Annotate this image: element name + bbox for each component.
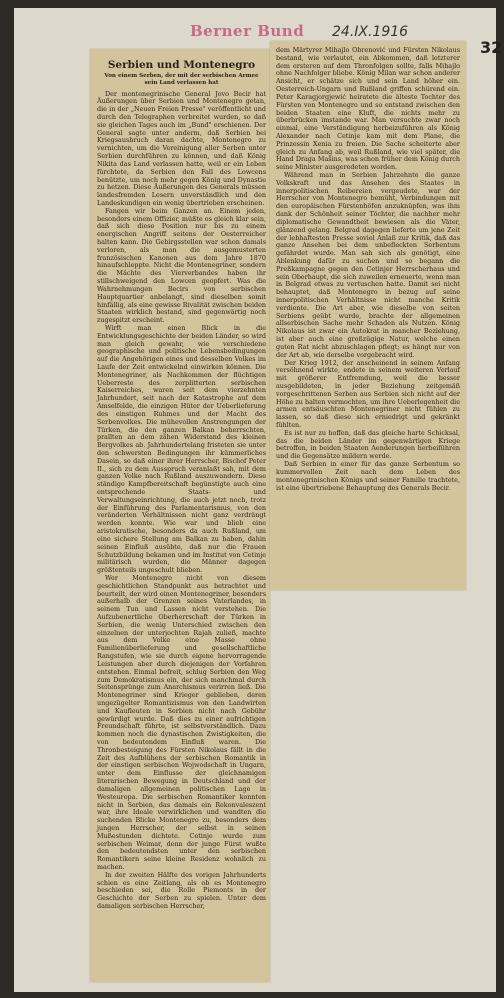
article-paragraph: Während man in Serbien Jahrzehnte die ganze Volkskraft und das Ansehen des Staates in innerpolitischen Reibereien vergeudete, war der Herrscher von Montenegro bemüht, Verbindungen mit den europäischen Fürstenhöfen anzuknüpfen, was ihm dank der Schönheit seiner Töchter, die nachher mehr diplomatische Gewandtheit bewiesen als die Väter, glänzend gelang. Belgrad dagegen lieferte um jene Zeit der lebhaftesten Presse soviel Anlaß zur Kritik, daß das ganze Ansehen bei dem unbefleckten Serbentum gefährdet wurde. Man sah sich als genötigt, eine Ablenkung dafür zu suchen und so begann die Preßkampagne gegen den Cetinjer Herrscherhaus und sein Oberhaupt, die sich zuweilen erneuerte, wenn man in Belgrad etwas zu vertuschen hatte. Damit sei nicht behauptet, daß Montenegro in bezug auf seine innerpolitischen Verhältnisse nicht manche Kritik verdiente. Die Art aber, wie dieselbe von seiten Serbiens geübt wurde, brachte der allgemeinen allserbischen Sache mehr Schaden als Nutzen. König Nikolaus ist zwar ein Autokrat in mancher Beziehung, ist aber auch eine großzügige Natur, welche einen guten Rat nicht abzuschlagen pflegt; es hängt nur von der Art ab, wie derselbe vorgebracht wird.	[276, 171, 460, 359]
article-subheadline: Von einem Serben, der mit der serbischen Armee sein Land verlassen hat	[104, 73, 259, 86]
article-paragraph: Wer Montenegro nicht von diesem geschichtlichen Standpunkt aus betrachtet und beurteilt, der wird einen Montenegriner, besonders außerhalb der Grenzen seines Vaterlandes, in seinem Tun und Lassen nicht verstehen. Die Aufzubenertliche Oberherrschaft der Türken in Serbien, die wenig Unterschied zwischen den einzelnen der unterjochten Rajah zuließ, machte aus dem Volke eine Masse ohne Familienüberlieferung und gesellschaftliche Rangstufen, wie sie durch eigene hervorragende Leistungen aber durch diejenigen der Vorfahren entstehen. Einmal befreit, schlug Serbien den Weg zum Demokratismus ein, der sich manchmal durch Seitensprünge zum Anarchismus verirren ließ. Die Montenegriner sind Krieger geblieben, deren ungezügelter Romantizismus von den Landwirten und Kaufleuten in Serbien nicht nach Gebühr gewürdigt wurde. Daß dies zu einer aufrichtigen Freundschaft führte, ist selbstverständlich. Dazu kommen noch die dynastischen Zwistigkeiten, die von bedeutendem Einfluß waren. Die Thronbesteigung des Fürsten Nikolaus fällt in die Zeit des Aufblühens der serbischen Romantik in der einstigen serbischen Wojwodschaft in Ungarn, unter dem Einflusse der gleichnamigen literarischen Bewegung in Deutschland und der damaligen allgemeinen politischen Lage in Westeuropa. Die serbischen Romantiker konnten nicht in Serbien, das damals ein Rekonvaleszent war, ihre Ideale verwirklichen und wandten die suchenden Blicke Montenegro zu, besonders dem jungen Herrscher, der selbst in seinen Mußestunden dichtete. Cetinje wurde zum serbischen Weimar, denn der junge Fürst wußte den bedeutendsten unter den serbischen Romantikern seine kleine Residenz wohnlich zu machen.	[97, 573, 266, 872]
article-paragraph: In der zweiten Hälfte des vorigen Jahrhunderts schien es eine Zeitlang, als ob es Montenegro beschieden sei, die Rolle Piemonts in der Geschichte der Serben zu spielen. Unter dem damaligen serbischen Herrscher,	[97, 870, 266, 911]
clipping-left-column	[90, 49, 270, 982]
article-paragraph: Der montenegrinische General Jovo Becir hat Äußerungen über Serbien und Montenegro getan, die in der „Neuen Freien Presse" veröffentlicht und durch den Telegraphen verbreitet wurden, so daß sie gleichen Tages auch im „Bund" erschienen. Der General sagte unter anderm, daß Serbien bei Kriegsausbruch daran dachte, Montenegro zu vernichten, um die Vereinigung aller Serben unter Serbien durchführen zu können, und daß König Nikita das Land verlassen hatte, weil er ein Leben fürchtete, da Serbien den Fall des Lowcens benützte, um noch mehr gegen König und Dynastie zu hetzen. Diese Äußerungen des Generals müssen landesfremden Lesern unverständlich und den Landeskundigen ein wenig übertrieben erscheinen.	[97, 89, 266, 207]
clipping-right-column	[270, 41, 466, 590]
article-paragraph: Daß Serbien in einer für das ganze Serbentum so kummervollen Zeit nach dem Leben des montenegrinischen Königs und seiner Familie trachtete, ist eine übertriebene Behauptung des Generals Becir.	[276, 460, 460, 492]
article-paragraph: dem Märtyrer Mihajlo Obrenović und Fürsten Nikolaus bestand, wie verlautet, ein Abkommen, daß letzterer dem ersteren auf dem Thronfolgen sollte, falls Mihajlo ohne Nachfolger bliebe. König Milan war schon anderer Ansicht, er schätze sich und sein Land höher ein. Oesterreich-Ungarn und Rußland griffen schürend ein. Peter Karagjorgjewić heiratete die älteste Tochter des Fürsten von Montenegro und so entstand zwischen den beiden Staaten eine Kluft, die nichts mehr zu überbrücken imstande war. Man versuchte zwar noch einmal, eine Verständigung herbeizuführen als König Alexander nach Cetinje kam mit dem Plane, die Prinzessin Xenia zu freien. Die Sache scheiterte aber gleich zu Anfang ab, weil Rußland, wie viel später, die Hand Draga Mašins, was schon früher dem König durch seine Minister ausgeredeten worden.	[276, 46, 460, 172]
page-number: 32	[480, 38, 503, 57]
article-paragraph: Der Krieg 1912, der anscheinend in seinem Anfang versöhnend wirkte, endete in seinem weiteren Verlauf mit größerer Entfremdung, weil die besser ausgebildeten, in jeder Beziehung zeitgemäß vorgeschrittenen Serben aus Serbien sich nicht auf der Höhe zu halten vermochten, um ihre Ueberlegenheit die armen entsäuschten Montenegriner nicht fühlen zu lassen, so daß diese sich erniedrigt und gekränkt fühlten.	[276, 358, 460, 429]
article-headline: Serbien und Montenegro	[107, 59, 256, 71]
newspaper-name-stamp: Berner Bund	[190, 22, 305, 40]
article-paragraph: Fangen wir beim Ganzen an. Einem jeden, besonders einem Offizier, müßte es gleich klar sein, daß sich diese Position nur bis zu einem energischen Angriff seitens der Oesterreicher halten kann. Die Gebirgsstellen war schon damals verloren, als man die ausgemusterten französischen Kanonen aus dem Jahre 1870 hinaufschleppte. Nicht die Montenegriner, sondern die Mächte des Vierverbandes haben ihr stillschweigend den Lowcen geopfert. Was die Wahrnehmungen Becirs von serbischen Hauptquartier anbelangt, sind dieselben somit hinfällig, als eine gewisse Rivalität zwischen beiden Staaten wirklich bestand, sind gegenwärtig noch zugespitzt erscheint.	[97, 206, 266, 325]
article-paragraph: Es ist nur zu hoffen, daß das gleiche harte Schicksal, das die beiden Länder im gegenwärtigen Kriege betroffen, in beiden Staaten Aenderungen herbeiführen und die Gegensätze mildern werde.	[276, 428, 460, 461]
article-paragraph: Wirft man einen Blick in die Entwicklungsgeschichte der beiden Länder, so wird man gleich gewahr, wie verschiedene geographische und politische Lebensbedingungen auf die Angehörigen eines und desselben Volkes im Laufe der Zeit entwickelnd einwirken können. Die Montenegriner, als Nachkommen der flüchtigen Ueberreste des zerplitterten serbischen Kaiserreiches, waren seit dem vierzehnten Jahrhundert, seit nach der Katastrophe auf dem Amselfelde, die einzigen Hüter der Ueberlieferung des einstigen Ruhmes und der Macht des Serbenvolkes. Die mühevollen Anstrengungen der Türken, die den ganzen Balkan beherrschten, prallten an dem zähen Widerstand des kleinen Bergvolkes ab. Jahrhundertelang fristeten sie unter den schwersten Bedingungen ihr kümmerliches Dasein, so daß einer ihrer Herrscher, Bischof Peter II., sich zu dem Ausspruch veranlaßt sah, mit dem ganzen Volke nach Rußland auszuwandern. Diese ständige Kampfbereitschaft begünstigte auch eine entsprechende Staats- und Verwaltungseinrichtung, die auch jetzt noch, trotz der Einführung des Parlamentarismus, von den veränderten Verhältnissen nicht ganz verdrängt werden konnte. Wie war und blieb eine aristokratische, besonders da auch Rußland, um eine sichere Stellung am Balkan zu haben, dahin seinen Einfluß ausübte, daß nur die Frauen Schutzbildung bekamen und im Institut von Cetinje militärisch wurden, die Männer dagegen größtenteils ungeschult blieben.	[97, 323, 266, 575]
handwritten-date: 24.IX.1916	[332, 24, 409, 40]
